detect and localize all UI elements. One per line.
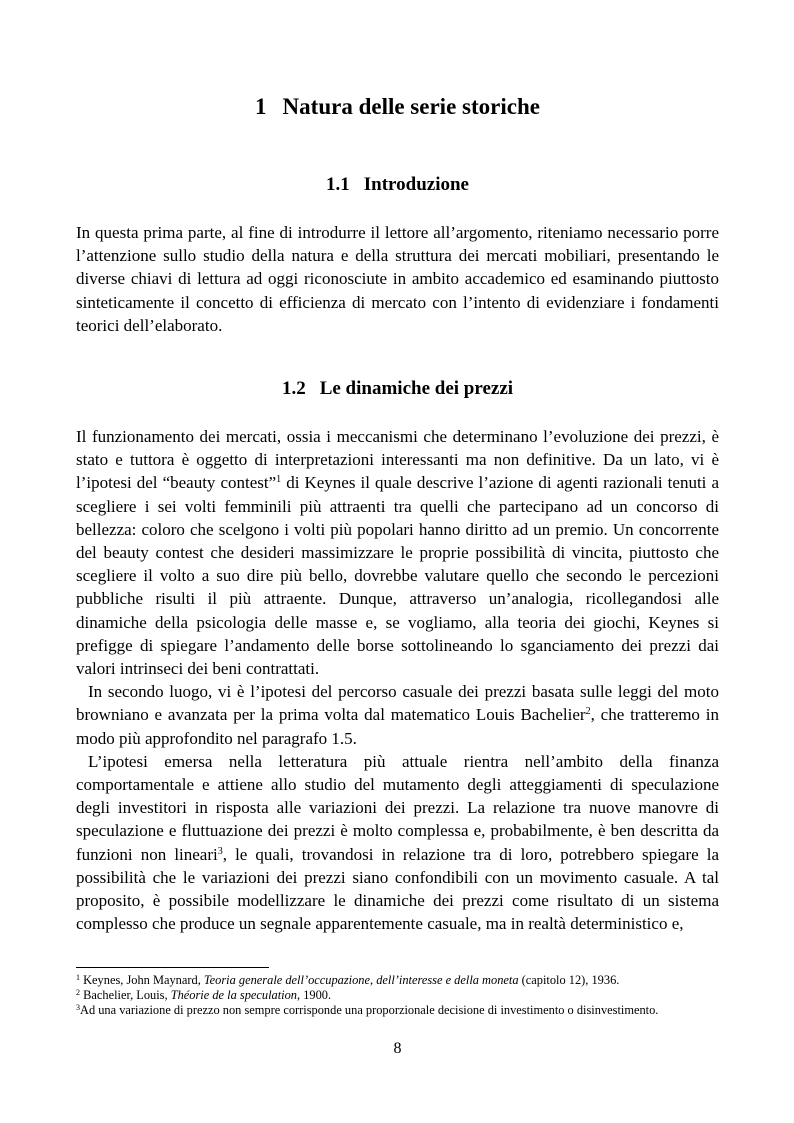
section-title-text: Introduzione — [363, 174, 469, 195]
body-paragraph: Il funzionamento dei mercati, ossia i meccanismi che determinano l’evoluzione dei prezzi, è stato e tuttora è oggetto di interpretazioni interessanti ma non definitive. Da un lato, vi è l’ipotesi del “beauty contest”$^1$ di Keynes il quale descrive l’azione di agenti razionali tenuti a scegliere i sei volti femminili più attraenti tra quelli che partecipano ad un concorso di bellezza: coloro che scelgono i volti più popolari hanno diritto ad un premio. Un concorrente del beauty contest che desideri massimizzare le proprie possibilità di vincita, piuttosto che scegliere il volto a suo dire più bello, dovrebbe valutare quello che secondo le percezioni pubbliche risulti il più attraente. Dunque, attraverso un’analogia, ricollegandosi alle dinamiche della psicologia delle masse e, se vogliamo, alla teoria dei giochi, Keynes si prefigge di spiegare l’andamento delle borse sottolineando lo sganciamento dei prezzi dai valori intrinseci dei beni contrattati. — [76, 427, 719, 679]
footnote: $^1$ Keynes, John Maynard, Teoria generale dell’occupazione, dell’interesse e della moneta (capitolo 12), 1936. — [76, 973, 620, 987]
footnote: $^3$Ad una variazione di prezzo non sempre corrisponde una proporzionale decisione di investimento o disinvestimento. — [76, 1003, 659, 1017]
section-heading — [76, 174, 719, 196]
section-number: 1.2 — [281, 378, 306, 399]
footnote-ref: 3 — [217, 845, 223, 857]
section-title-text: Le dinamiche dei prezzi — [319, 378, 514, 399]
chapter-number: 1 — [255, 94, 267, 119]
chapter-title-text: Natura delle serie storiche — [282, 94, 540, 119]
section-number: 1.1 — [326, 174, 350, 195]
footnotes — [76, 973, 736, 1018]
footnote-ref: 1 — [276, 474, 282, 486]
intro-paragraph: In questa prima parte, al fine di introdurre il lettore all’argomento, riteniamo necessario porre l’attenzione sullo studio della natura e della struttura dei mercati mobiliari, presentando le diverse chiavi di lettura ad oggi riconosciute in ambito accademico ed esaminando piuttosto sinteticamente il concetto di efficienza di mercato con l’intento di evidenziare i fondamenti teorici dell’elaborato. — [76, 223, 719, 335]
chapter-title — [76, 94, 719, 120]
footnote-ref: 2 — [585, 706, 591, 718]
section-heading — [76, 378, 719, 400]
section-body — [76, 425, 719, 935]
footnote: $^2$ Bachelier, Louis, Théorie de la speculation, 1900. — [76, 988, 332, 1002]
footnote-separator — [76, 967, 269, 968]
body-paragraph: In secondo luogo, vi è l’ipotesi del percorso casuale dei prezzi basata sulle leggi del moto browniano e avanzata per la prima volta dal matematico Louis Bachelier$^2$, che tratteremo in modo più approfondito nel paragrafo 1.5. — [76, 682, 719, 748]
page-number: 8 — [393, 1040, 402, 1057]
body-paragraph: L’ipotesi emersa nella letteratura più attuale rientra nell’ambito della finanza comportamentale e attiene allo studio del mutamento degli atteggiamenti di speculazione degli investitori in risposta alle variazioni dei prezzi. La relazione tra nuove manovre di speculazione e fluttuazione dei prezzi è molto complessa e, probabilmente, è ben descritta da funzioni non lineari$^3$, le quali, trovandosi in relazione tra di loro, potrebbero spiegare la possibilità che le variazioni dei prezzi siano confondibili con un movimento casuale. A tal proposito, è possibile modellizzare le dinamiche dei prezzi come risultato di un sistema complesso che produce un segnale apparentemente casuale, ma in realtà deterministico e, — [76, 751, 720, 934]
